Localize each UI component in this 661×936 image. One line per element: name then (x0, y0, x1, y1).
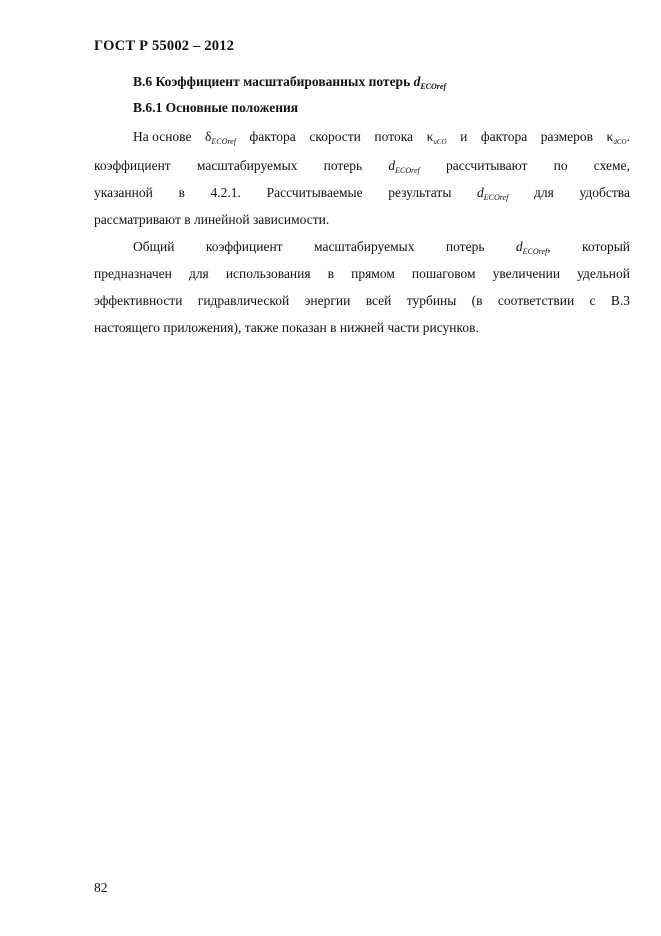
kappa-u-symbol: $\kappa_{uCO}$ (426, 129, 447, 146)
paragraph-2-line-3: эффективности гидравлической энергии всей турбины (в соответствии с В.3 (94, 293, 630, 308)
word: результаты (388, 185, 452, 200)
word: и (460, 129, 468, 144)
d-ecoref-symbol: $d_{ECOref}$, (515, 239, 551, 256)
word: по (553, 158, 568, 173)
paragraph-1-line-1 (133, 128, 630, 151)
d-ecoref-symbol: $d_{ECOref}$ (388, 158, 420, 175)
word: удобства (579, 185, 630, 200)
word: в (178, 185, 185, 200)
word: потерь (323, 158, 363, 173)
word: скорости (309, 129, 361, 144)
word: фактора (249, 129, 296, 144)
word: масштабируемых (314, 239, 415, 254)
word: коэффициент (94, 158, 171, 173)
section-heading (133, 74, 446, 91)
paragraph-1-line-3 (94, 184, 630, 207)
word: потока (374, 129, 414, 144)
delta-symbol: $\delta_{ECOref}$ (204, 129, 236, 146)
paragraph-1-line-2 (94, 157, 630, 180)
section-title-symbol: $d_{ECOref}$ (413, 74, 447, 91)
document-standard-header: ГОСТ Р 55002 – 2012 (94, 38, 235, 54)
d-ecoref-symbol: $d_{ECOref}$ (477, 185, 509, 202)
word: На основе (133, 129, 192, 144)
word: рассчитывают (445, 158, 528, 173)
word: потерь (445, 239, 485, 254)
page-number: 82 (94, 880, 108, 895)
section-title-text: В.6 Коэффициент масштабированных потерь (133, 74, 411, 89)
word: Общий (133, 239, 175, 254)
paragraph-2-line-4: настоящего приложения), также показан в нижней части рисунков. (94, 320, 479, 335)
word: размеров (540, 129, 594, 144)
paragraph-2-line-2: предназначен для использования в прямом пошаговом увеличении удельной (94, 266, 630, 281)
word: коэффициент (205, 239, 283, 254)
paragraph-1-line-4: рассматривают в линейной зависимости. (94, 212, 330, 227)
word: Рассчитываемые (266, 185, 363, 200)
kappa-d-symbol: $\kappa_{dCO}$. (606, 129, 630, 146)
paragraph-2-line-1 (133, 238, 630, 261)
word: фактора (480, 129, 528, 144)
word: для (534, 185, 554, 200)
word: схеме, (593, 158, 630, 173)
word: масштабируемых (196, 158, 298, 173)
word: указанной (94, 185, 153, 200)
word: который (582, 239, 630, 254)
subsection-heading: В.6.1 Основные положения (133, 100, 299, 115)
word: 4.2.1. (210, 185, 241, 200)
